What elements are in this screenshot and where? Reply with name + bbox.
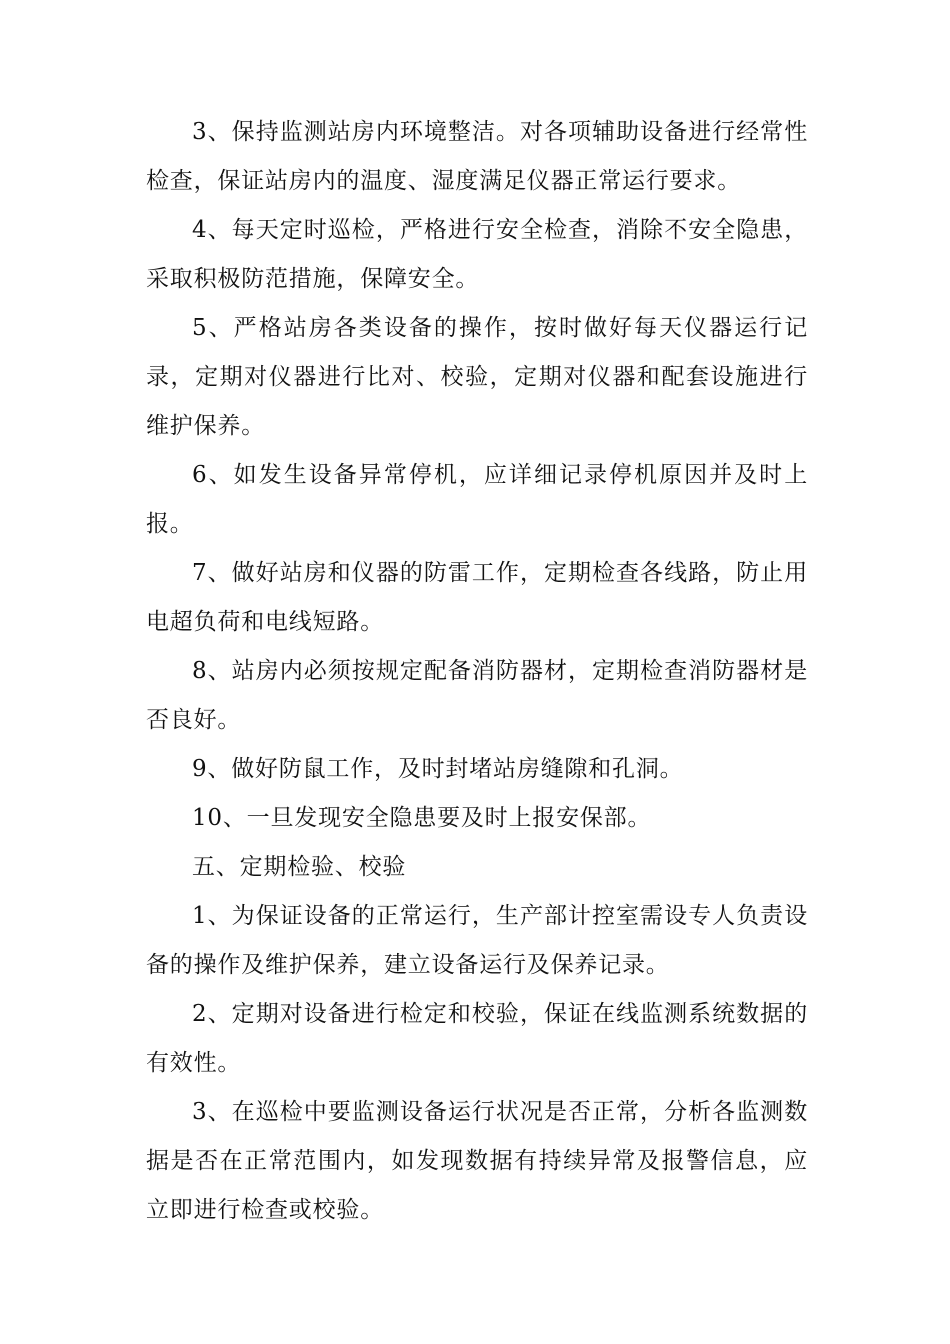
paragraph-item-3-environment: 3、保持监测站房内环境整洁。对各项辅助设备进行经常性检查，保证站房内的温度、湿度满足仪器正常运行要求。 [146, 119, 808, 194]
paragraph-item-5-operation: 5、严格站房各类设备的操作，按时做好每天仪器运行记录，定期对仪器进行比对、校验，定期对仪器和配套设施进行维护保养。 [146, 315, 808, 439]
paragraph-item-10-report: 10、一旦发现安全隐患要及时上报安保部。 [192, 805, 652, 831]
document-body [146, 108, 808, 1235]
paragraph-item-3-monitoring: 3、在巡检中要监测设备运行状况是否正常，分析各监测数据是否在正常范围内，如发现数据有持续异常及报警信息，应立即进行检查或校验。 [146, 1099, 808, 1223]
paragraph-item-2-verification: 2、定期对设备进行检定和校验，保证在线监测系统数据的有效性。 [146, 1001, 808, 1076]
paragraph-item-1-dedicated-staff: 1、为保证设备的正常运行，生产部计控室需设专人负责设备的操作及维护保养，建立设备运行及保养记录。 [146, 903, 808, 978]
paragraph-item-7-lightning: 7、做好站房和仪器的防雷工作，定期检查各线路，防止用电超负荷和电线短路。 [146, 560, 808, 635]
section-heading-periodic-calibration: 五、定期检验、校验 [192, 854, 407, 880]
paragraph-item-9-rodent: 9、做好防鼠工作，及时封堵站房缝隙和孔洞。 [192, 756, 684, 782]
paragraph-item-6-shutdown: 6、如发生设备异常停机，应详细记录停机原因并及时上报。 [146, 462, 808, 537]
paragraph-item-8-fire: 8、站房内必须按规定配备消防器材，定期检查消防器材是否良好。 [146, 658, 808, 733]
paragraph-item-4-inspection: 4、每天定时巡检，严格进行安全检查，消除不安全隐患，采取积极防范措施，保障安全。 [146, 217, 808, 292]
